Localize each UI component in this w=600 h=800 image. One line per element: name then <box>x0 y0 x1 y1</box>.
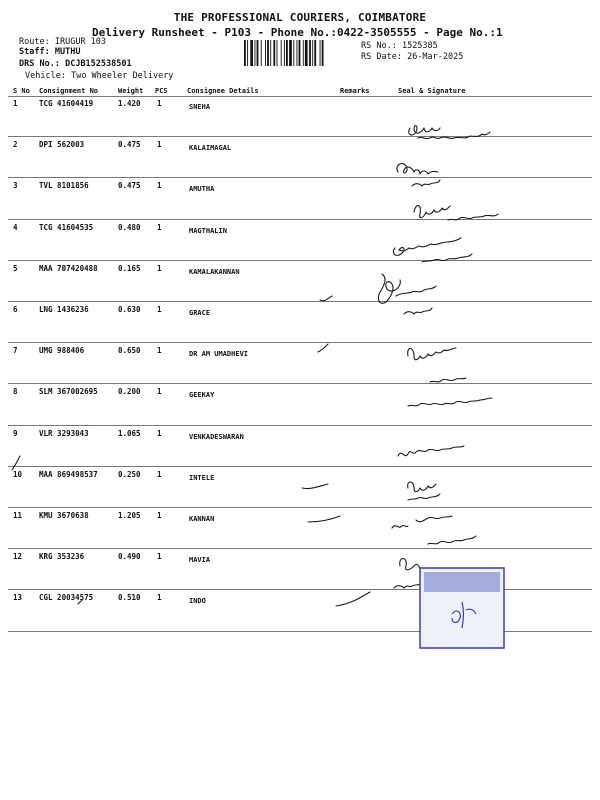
row-weight: 1.065 <box>118 428 141 438</box>
vehicle-line <box>25 71 173 81</box>
col-consignment-header: Consignment No <box>39 87 99 95</box>
row-pcs: 1 <box>157 511 162 520</box>
row-sno: 2 <box>13 140 18 150</box>
row-separator <box>8 425 592 426</box>
route-label: Route: <box>19 37 50 47</box>
row-pcs: 1 <box>157 99 162 108</box>
rs-date-value: 26-Mar-2025 <box>407 52 464 62</box>
col-consignee-header: Consignee Details <box>187 87 259 95</box>
row-pcs: 1 <box>157 140 162 150</box>
row-pcs: 1 <box>157 552 162 562</box>
route-value: IRUGUR 103 <box>54 37 107 47</box>
row-pcs: 1 <box>157 346 162 356</box>
row-sno: 11 <box>13 511 23 520</box>
row-weight: 0.475 <box>118 181 141 191</box>
col-sno-header: S No <box>13 87 30 95</box>
row-sno: 6 <box>13 305 18 314</box>
row-pcs: 1 <box>157 469 162 479</box>
row-weight: 0.630 <box>118 305 141 314</box>
row-separator <box>8 301 592 302</box>
col-remarks-header: Remarks <box>340 87 370 95</box>
row-consignment-no: MAA 707420488 <box>39 263 98 273</box>
row-weight: 0.490 <box>118 552 141 562</box>
row-pcs: 1 <box>157 428 162 438</box>
company-title: THE PROFESSIONAL COURIERS, COIMBATORE <box>173 11 427 24</box>
row-consignment-no: SLM 367002695 <box>39 387 98 397</box>
row-separator <box>8 219 592 220</box>
row-weight: 1.205 <box>118 511 141 520</box>
row-separator <box>8 383 592 384</box>
row-consignment-no: UMG 988406 <box>39 346 85 356</box>
row-sno: 4 <box>13 222 18 232</box>
row-consignee: DR AM UMADHEVI <box>189 350 249 359</box>
row-consignment-no: CGL 20034575 <box>39 593 94 603</box>
row-consignee: VENKADESWARAN <box>189 432 244 441</box>
row-separator <box>8 466 592 467</box>
row-consignee: INDO <box>189 597 206 606</box>
row-consignment-no: VLR 3293043 <box>39 428 89 438</box>
row-pcs: 1 <box>157 305 162 314</box>
row-pcs: 1 <box>157 263 162 273</box>
rs-no-value: 1525385 <box>401 41 438 51</box>
row-separator <box>8 260 592 261</box>
row-consignment-no: KRG 353236 <box>39 552 85 562</box>
row-consignment-no: TCG 41604535 <box>39 222 94 232</box>
row-consignee: INTELE <box>189 473 215 482</box>
row-sno: 8 <box>13 387 18 397</box>
row-sno: 10 <box>13 469 23 479</box>
row-pcs: 1 <box>157 593 162 603</box>
row-sno: 1 <box>13 99 18 108</box>
row-weight: 0.165 <box>118 263 141 273</box>
row-consignment-no: DPI 562003 <box>39 140 85 150</box>
row-consignee: GRACE <box>189 309 211 317</box>
header-rule <box>8 96 592 97</box>
row-consignment-no: MAA 869498537 <box>39 469 98 479</box>
row-consignee: KAMALAKANNAN <box>189 267 240 276</box>
row-sno: 7 <box>13 346 18 356</box>
row-pcs: 1 <box>157 181 162 191</box>
company-stamp <box>418 566 508 651</box>
row-sno: 13 <box>13 593 23 603</box>
drs-label: DRS No.: <box>19 59 60 69</box>
row-separator <box>8 136 592 137</box>
row-pcs: 1 <box>157 222 162 232</box>
row-weight: 0.250 <box>118 469 141 479</box>
row-weight: 1.420 <box>118 99 141 108</box>
vehicle-value: Two Wheeler Delivery <box>71 71 174 81</box>
drs-value: DCJB152538501 <box>65 59 132 69</box>
row-consignment-no: LNG 1436236 <box>39 305 89 314</box>
row-consignment-no: KMU 3670638 <box>39 511 89 520</box>
row-separator <box>8 177 592 178</box>
staff-label: Staff: <box>19 47 50 57</box>
row-sno: 12 <box>13 552 23 562</box>
row-sno: 9 <box>13 428 18 438</box>
row-weight: 0.510 <box>118 593 141 603</box>
rs-no-line <box>361 41 438 51</box>
drs-line <box>19 59 132 69</box>
staff-line <box>19 47 80 57</box>
col-seal-header: Seal & Signature <box>398 87 466 95</box>
route-line <box>19 37 106 47</box>
row-separator <box>8 548 592 549</box>
row-weight: 0.475 <box>118 140 141 150</box>
staff-value: MUTHU <box>54 47 81 57</box>
row-consignee: GEEKAY <box>189 391 215 400</box>
vehicle-label: Vehicle: <box>25 71 66 81</box>
row-consignee: SNEHA <box>189 103 211 111</box>
row-consignee: MAGTHALIN <box>189 226 227 235</box>
col-weight-header: Weight <box>118 87 144 95</box>
row-consignment-no: TVL 8101856 <box>39 181 89 191</box>
row-weight: 0.200 <box>118 387 141 397</box>
row-pcs: 1 <box>157 387 162 397</box>
row-consignee: MAVIA <box>189 556 211 565</box>
rs-date-line <box>361 52 463 62</box>
row-weight: 0.650 <box>118 346 141 356</box>
row-consignee: KANNAN <box>189 515 215 523</box>
row-consignee: KALAIMAGAL <box>189 144 232 153</box>
runsheet-subtitle: Delivery Runsheet - P103 - Phone No.:0422-3505555 - Page No.:1 <box>92 26 503 39</box>
row-consignee: AMUTHA <box>189 185 215 194</box>
rs-no-label: RS No.: <box>361 41 397 51</box>
row-separator <box>8 342 592 343</box>
rs-date-label: RS Date: <box>361 52 402 62</box>
row-sno: 5 <box>13 263 18 273</box>
row-separator <box>8 507 592 508</box>
col-pcs-header: PCS <box>155 87 168 95</box>
row-consignment-no: TCG 41604419 <box>39 99 94 108</box>
row-weight: 0.480 <box>118 222 141 232</box>
row-sno: 3 <box>13 181 18 191</box>
barcode <box>244 40 354 66</box>
